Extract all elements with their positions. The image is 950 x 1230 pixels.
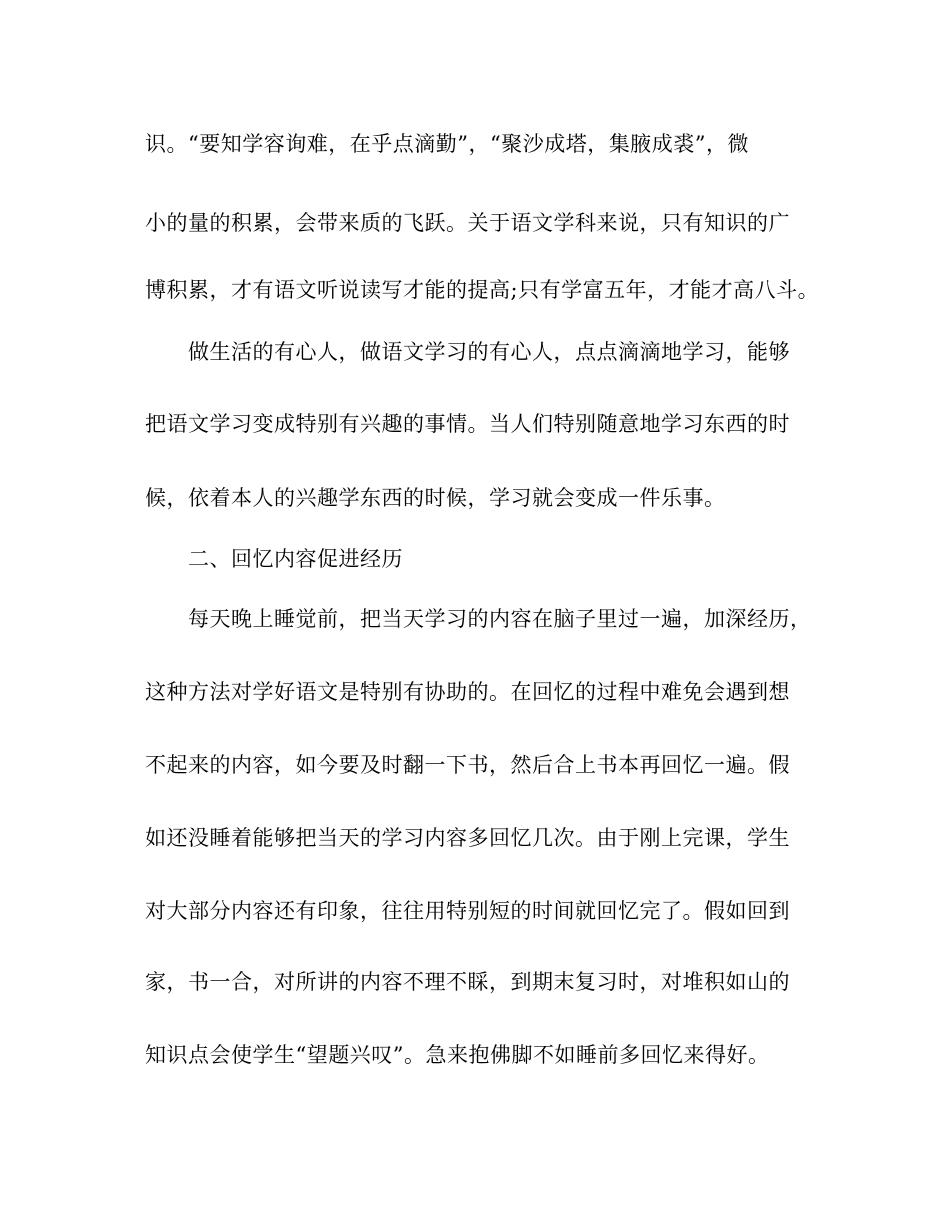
paragraph-line: 识。“要知学容询难，在乎点滴勤”，“聚沙成塔，集腋成裘”，微 — [145, 132, 749, 156]
paragraph-line: 这种方法对学好语文是特别有协助的。在回忆的过程中难免会遇到想 — [145, 680, 790, 704]
paragraph-line: 每天晚上睡觉前，把当天学习的内容在脑子里过一遍，加深经历， — [188, 607, 812, 631]
paragraph-line: 如还没睡着能够把当天的学习内容多回忆几次。由于刚上完课，学生 — [145, 826, 790, 850]
section-heading: 二、回忆内容促进经历 — [188, 547, 403, 571]
paragraph-line: 做生活的有心人，做语文学习的有心人，点点滴滴地学习，能够 — [188, 340, 790, 364]
paragraph-line: 家，书一合，对所讲的内容不理不睬，到期末复习时，对堆积如山的 — [145, 970, 790, 994]
paragraph-line: 小的量的积累，会带来质的飞跃。关于语文学科来说，只有知识的广 — [145, 211, 790, 235]
paragraph-line: 知识点会使学生“望题兴叹”。急来抱佛脚不如睡前多回忆来得好。 — [145, 1043, 770, 1067]
paragraph-line: 不起来的内容，如今要及时翻一下书，然后合上书本再回忆一遍。假 — [145, 753, 790, 777]
paragraph-line: 把语文学习变成特别有兴趣的事情。当人们特别随意地学习东西的时 — [145, 412, 790, 436]
paragraph-line: 对大部分内容还有印象，往往用特别短的时间就回忆完了。假如回到 — [145, 899, 790, 923]
paragraph-line: 博积累，才有语文听说读写才能的提高;只有学富五年，才能才高八斗。 — [145, 278, 820, 302]
paragraph-line: 候，依着本人的兴趣学东西的时候，学习就会变成一件乐事。 — [145, 486, 726, 510]
